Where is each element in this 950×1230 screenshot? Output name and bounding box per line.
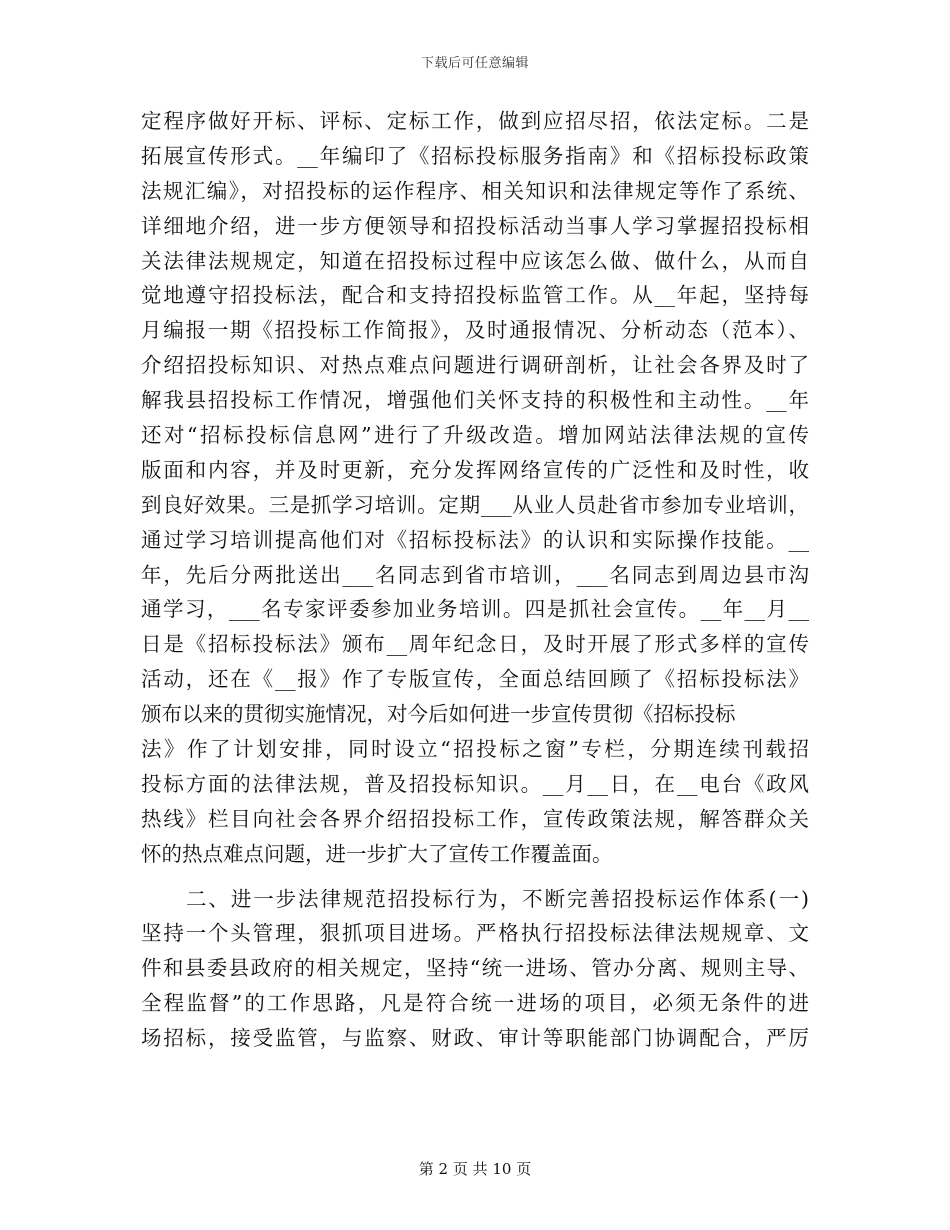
paragraph-2-line-5: 场招标，接受监管，与监察、财政、审计等职能部门协调配合，严厉 (141, 1026, 809, 1051)
paragraph-1-line-6: 觉地遵守招投标法，配合和支持招投标监管工作。从__年起，坚持每 (141, 283, 809, 308)
paragraph-1-line-15: 通学习，___名专家评委参加业务培训。四是抓社会宣传。__年__月__ (141, 597, 809, 622)
paragraph-1-line-4: 详细地介绍，进一步方便领导和招投标活动当事人学习掌握招投标相 (141, 213, 809, 238)
paragraph-2-line-2: 坚持一个头管理，狠抓项目进场。严格执行招投标法律法规规章、文 (141, 921, 809, 946)
paragraph-1-line-9: 解我县招投标工作情况，增强他们关怀支持的积极性和主动性。__年 (141, 388, 809, 413)
paragraph-1-line-12: 到良好效果。三是抓学习培训。定期___从业人员赴省市参加专业培训， (141, 492, 809, 517)
page-header: 下载后可任意编辑 (420, 56, 529, 71)
paragraph-1-line-17: 活动，还在《__报》作了专版宣传，全面总结回顾了《招标投标法》 (141, 667, 809, 692)
page-number-footer: 第 2 页 共 10 页 (418, 1160, 532, 1178)
paragraph-1-line-10: 还对“招标投标信息网”进行了升级改造。增加网站法律法规的宣传 (141, 423, 809, 448)
paragraph-1-line-2: 拓展宣传形式。__年编印了《招标投标服务指南》和《招标投标政策 (141, 143, 809, 168)
paragraph-1-line-16: 日是《招标投标法》颁布__周年纪念日，及时开展了形式多样的宣传 (141, 632, 809, 657)
paragraph-1-line-7: 月编报一期《招投标工作简报》，及时通报情况、分析动态（范本）、 (141, 318, 809, 343)
paragraph-1-line-1: 定程序做好开标、评标、定标工作，做到应招尽招，依法定标。二是 (141, 109, 809, 133)
paragraph-2-line-4: 全程监督”的工作思路，凡是符合统一进场的项目，必须无条件的进 (141, 991, 809, 1016)
paragraph-1-line-21: 热线》栏目向社会各界介绍招投标工作，宣传政策法规，解答群众关 (141, 806, 809, 831)
paragraph-gap (141, 872, 809, 882)
document-body (141, 104, 809, 1056)
paragraph-1-line-22: 怀的热点难点问题，进一步扩大了宣传工作覆盖面。 (141, 841, 613, 866)
paragraph-1-line-14: 年，先后分两批送出___名同志到省市培训，___名同志到周边县市沟 (141, 562, 809, 587)
paragraph-1-line-13: 通过学习培训提高他们对《招标投标法》的认识和实际操作技能。__ (141, 527, 809, 552)
paragraph-2-line-3: 件和县委县政府的相关规定，坚持“统一进场、管办分离、规则主导、 (141, 956, 809, 981)
paragraph-2-line-1: 二、进一步法律规范招投标行为，不断完善招投标运作体系(一) (186, 886, 809, 911)
paragraph-1-line-8: 介绍招投标知识、对热点难点问题进行调研剖析，让社会各界及时了 (141, 353, 809, 378)
paragraph-1-line-18: 颁布以来的贯彻实施情况，对今后如何进一步宣传贯彻《招标投标 (141, 702, 736, 727)
paragraph-1-line-20: 投标方面的法律法规，普及招投标知识。__月__日，在__电台《政风 (141, 771, 809, 796)
paragraph-1-line-19: 法》作了计划安排，同时设立“招投标之窗”专栏，分期连续刊载招 (141, 737, 809, 762)
paragraph-1-line-3: 法规汇编》，对招投标的运作程序、相关知识和法律规定等作了系统、 (141, 178, 809, 203)
paragraph-1-line-5: 关法律法规规定，知道在招投标过程中应该怎么做、做什么，从而自 (141, 248, 809, 273)
paragraph-1-line-11: 版面和内容，并及时更新，充分发挥网络宣传的广泛性和及时性，收 (141, 457, 809, 482)
